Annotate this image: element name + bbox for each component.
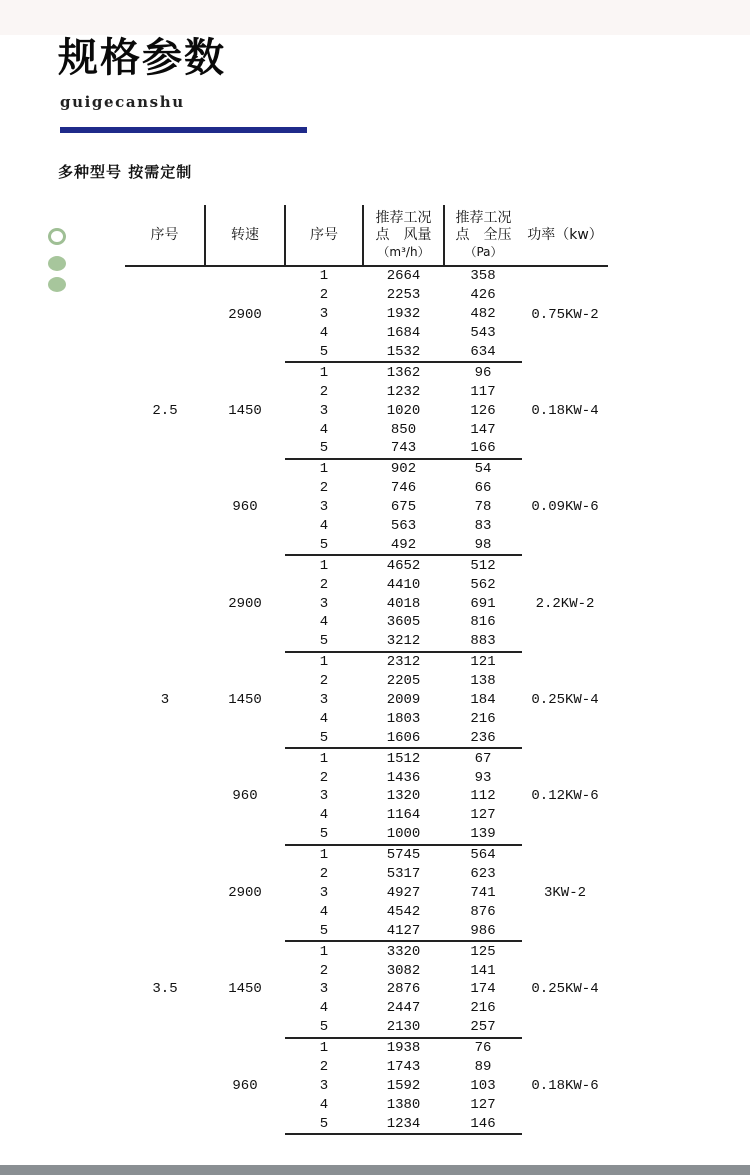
- airflow-cell: 2312: [386, 654, 421, 671]
- power-cell: 0.09KW-6: [531, 499, 599, 516]
- power-cell: 0.25KW-4: [531, 692, 599, 709]
- airflow-cell: 4410: [386, 576, 421, 593]
- seq-cell: 2: [319, 962, 329, 979]
- airflow-cell: 3212: [363, 632, 444, 652]
- seq-cell: 1: [319, 364, 329, 381]
- seq-cell: 3: [319, 306, 329, 323]
- size-cell: 3.5: [152, 981, 178, 998]
- airflow-cell: 1592: [386, 1077, 421, 1094]
- seq-cell: 4: [319, 614, 329, 631]
- pressure-cell: 117: [470, 383, 496, 400]
- airflow-cell: 2253: [386, 287, 421, 304]
- airflow-cell: 3082: [386, 962, 421, 979]
- tagline: 多种型号 按需定制: [58, 163, 193, 181]
- pressure-cell: 125: [470, 943, 496, 960]
- seq-cell: 5: [285, 343, 363, 363]
- pressure-cell: 883: [444, 632, 522, 652]
- seq-cell: 3: [319, 981, 329, 998]
- pressure-cell: 146: [444, 1114, 522, 1134]
- seq-cell: 1: [319, 1040, 329, 1057]
- seq-cell: 2: [319, 480, 329, 497]
- airflow-cell: 1320: [386, 788, 421, 805]
- pressure-cell: 126: [470, 402, 496, 419]
- pressure-cell: 96: [474, 364, 492, 381]
- pressure-cell: 78: [474, 499, 492, 516]
- seq-cell: 3: [319, 499, 329, 516]
- airflow-cell: 2130: [363, 1018, 444, 1038]
- seq-cell: 5: [285, 1114, 363, 1134]
- airflow-cell: 1362: [386, 364, 421, 381]
- pressure-cell: 876: [470, 903, 496, 920]
- airflow-cell: 743: [363, 439, 444, 459]
- pressure-cell: 127: [470, 1096, 496, 1113]
- airflow-cell: 1020: [386, 402, 421, 419]
- airflow-cell: 2447: [386, 1000, 421, 1017]
- airflow-cell: 492: [363, 535, 444, 555]
- ring-decoration-icon: [48, 228, 66, 245]
- seq-cell: 4: [319, 1000, 329, 1017]
- airflow-cell: 4542: [386, 903, 421, 920]
- seq-cell: 1: [319, 654, 329, 671]
- pressure-cell: 127: [470, 807, 496, 824]
- table-row: [125, 845, 608, 865]
- pressure-cell: 691: [470, 595, 496, 612]
- pressure-cell: 93: [474, 769, 492, 786]
- speed-cell: 2900: [228, 595, 262, 612]
- airflow-cell: 4652: [386, 557, 421, 574]
- table-row: [125, 555, 608, 575]
- seq-cell: 2: [319, 866, 329, 883]
- header-pressure-line1: 推荐工况: [455, 209, 512, 226]
- power-cell: 3KW-2: [543, 884, 586, 901]
- seq-cell: 3: [319, 595, 329, 612]
- pressure-cell: 112: [470, 788, 496, 805]
- speed-cell: 1450: [228, 981, 262, 998]
- seq-cell: 3: [319, 1077, 329, 1094]
- spec-table-body: [125, 266, 608, 1134]
- seq-cell: 3: [319, 402, 329, 419]
- pressure-cell: 543: [470, 325, 496, 342]
- pressure-cell: 174: [470, 981, 496, 998]
- header-size: 序号: [125, 205, 205, 266]
- seq-cell: 2: [319, 673, 329, 690]
- pressure-cell: 147: [470, 421, 496, 438]
- table-row: [125, 266, 608, 286]
- seq-cell: 1: [319, 847, 329, 864]
- pressure-cell: 67: [474, 750, 492, 767]
- airflow-cell: 1743: [386, 1058, 421, 1075]
- seq-cell: 4: [319, 325, 329, 342]
- airflow-cell: 3605: [386, 614, 421, 631]
- airflow-cell: 4927: [386, 884, 421, 901]
- speed-cell: 2900: [228, 884, 262, 901]
- header-seq: 序号: [285, 205, 363, 266]
- seq-cell: 2: [319, 383, 329, 400]
- size-cell: 2.5: [152, 403, 178, 420]
- seq-cell: 4: [319, 903, 329, 920]
- pressure-cell: 634: [444, 343, 522, 363]
- pressure-cell: 76: [474, 1040, 492, 1057]
- airflow-cell: 1684: [386, 325, 421, 342]
- seq-cell: 5: [285, 632, 363, 652]
- pressure-cell: 184: [470, 692, 496, 709]
- seq-cell: 1: [319, 557, 329, 574]
- airflow-cell: 746: [390, 480, 417, 497]
- power-cell: 0.18KW-4: [531, 402, 599, 419]
- table-header-row: [125, 205, 608, 266]
- airflow-cell: 563: [390, 518, 417, 535]
- pressure-cell: 623: [470, 866, 496, 883]
- airflow-cell: 1234: [363, 1114, 444, 1134]
- page-subtitle: guigecanshu: [60, 93, 185, 111]
- airflow-cell: 1232: [386, 383, 421, 400]
- airflow-cell: 5317: [386, 866, 421, 883]
- airflow-cell: 2876: [386, 981, 421, 998]
- size-cell: 3: [160, 692, 170, 709]
- seq-cell: 1: [319, 750, 329, 767]
- header-pressure-unit: （Pa）: [464, 244, 503, 259]
- seq-cell: 5: [285, 439, 363, 459]
- pressure-cell: 482: [470, 306, 496, 323]
- pressure-cell: 216: [470, 1000, 496, 1017]
- airflow-cell: 2205: [386, 673, 421, 690]
- pressure-cell: 54: [474, 461, 492, 478]
- power-cell: 0.75KW-2: [531, 306, 599, 323]
- seq-cell: 5: [285, 825, 363, 845]
- airflow-cell: 675: [390, 499, 417, 516]
- pressure-cell: 512: [470, 557, 496, 574]
- pressure-cell: 103: [470, 1077, 496, 1094]
- airflow-cell: 1436: [386, 769, 421, 786]
- pressure-cell: 358: [470, 268, 496, 285]
- airflow-cell: 1932: [386, 306, 421, 323]
- seq-cell: 4: [319, 1096, 329, 1113]
- seq-cell: 4: [319, 710, 329, 727]
- airflow-cell: 2664: [386, 268, 421, 285]
- seq-cell: 4: [319, 807, 329, 824]
- seq-cell: 3: [319, 788, 329, 805]
- power-cell: 2.2KW-2: [535, 595, 595, 612]
- speed-cell: 960: [232, 1077, 258, 1094]
- header-pressure: [444, 205, 522, 266]
- header-airflow: [363, 205, 444, 266]
- header-airflow-unit: （m³/h）: [377, 244, 430, 259]
- airflow-cell: 4127: [363, 921, 444, 941]
- pressure-cell: 139: [444, 825, 522, 845]
- pressure-cell: 236: [444, 728, 522, 748]
- airflow-cell: 5745: [386, 847, 421, 864]
- airflow-cell: 1164: [386, 807, 421, 824]
- pressure-cell: 564: [470, 847, 496, 864]
- pressure-cell: 89: [474, 1058, 492, 1075]
- seq-cell: 5: [285, 728, 363, 748]
- airflow-cell: 1532: [363, 343, 444, 363]
- speed-cell: 1450: [228, 692, 262, 709]
- pressure-cell: 138: [470, 673, 496, 690]
- airflow-cell: 850: [390, 421, 417, 438]
- seq-cell: 5: [285, 1018, 363, 1038]
- airflow-cell: 902: [390, 461, 417, 478]
- airflow-cell: 1380: [386, 1096, 421, 1113]
- page-title: 规格参数: [58, 35, 226, 81]
- seq-cell: 1: [319, 461, 329, 478]
- seq-cell: 2: [319, 769, 329, 786]
- pressure-cell: 98: [444, 535, 522, 555]
- pressure-cell: 741: [470, 884, 496, 901]
- pressure-cell: 141: [470, 962, 496, 979]
- pressure-cell: 166: [444, 439, 522, 459]
- airflow-cell: 1000: [363, 825, 444, 845]
- dot-decoration-icon: [48, 256, 66, 271]
- pressure-cell: 83: [474, 518, 492, 535]
- pressure-cell: 257: [444, 1018, 522, 1038]
- seq-cell: 5: [285, 921, 363, 941]
- speed-cell: 960: [232, 788, 258, 805]
- header-power: 功率（kw）: [522, 205, 608, 266]
- power-cell: 0.25KW-4: [531, 981, 599, 998]
- airflow-cell: 3320: [386, 943, 421, 960]
- airflow-cell: 4018: [386, 595, 421, 612]
- speed-cell: 1450: [228, 402, 262, 419]
- seq-cell: 3: [319, 884, 329, 901]
- speed-cell: 960: [232, 499, 258, 516]
- header-speed: 转速: [205, 205, 285, 266]
- header-pressure-line2: 点 全压: [455, 226, 512, 243]
- airflow-cell: 1938: [386, 1040, 421, 1057]
- header-airflow-line2: 点 风量: [375, 226, 432, 243]
- seq-cell: 3: [319, 692, 329, 709]
- airflow-cell: 1803: [386, 710, 421, 727]
- seq-cell: 2: [319, 576, 329, 593]
- pressure-cell: 816: [470, 614, 496, 631]
- seq-cell: 1: [319, 268, 329, 285]
- power-cell: 0.18KW-6: [531, 1077, 599, 1094]
- airflow-cell: 1606: [363, 728, 444, 748]
- pressure-cell: 66: [474, 480, 492, 497]
- seq-cell: 4: [319, 421, 329, 438]
- speed-cell: 2900: [228, 306, 262, 323]
- seq-cell: 1: [319, 943, 329, 960]
- airflow-cell: 1512: [386, 750, 421, 767]
- pressure-cell: 426: [470, 287, 496, 304]
- top-band: [0, 0, 750, 35]
- pressure-cell: 986: [444, 921, 522, 941]
- power-cell: 0.12KW-6: [531, 788, 599, 805]
- title-underline: [60, 127, 307, 133]
- seq-cell: 2: [319, 1058, 329, 1075]
- seq-cell: 4: [319, 518, 329, 535]
- seq-cell: 5: [285, 535, 363, 555]
- pressure-cell: 216: [470, 710, 496, 727]
- airflow-cell: 2009: [386, 692, 421, 709]
- spec-table: [125, 205, 608, 1135]
- seq-cell: 2: [319, 287, 329, 304]
- footer-band: [0, 1165, 750, 1175]
- header-airflow-line1: 推荐工况: [375, 209, 432, 226]
- pressure-cell: 562: [470, 576, 496, 593]
- pressure-cell: 121: [470, 654, 496, 671]
- dot-decoration-icon: [48, 277, 66, 292]
